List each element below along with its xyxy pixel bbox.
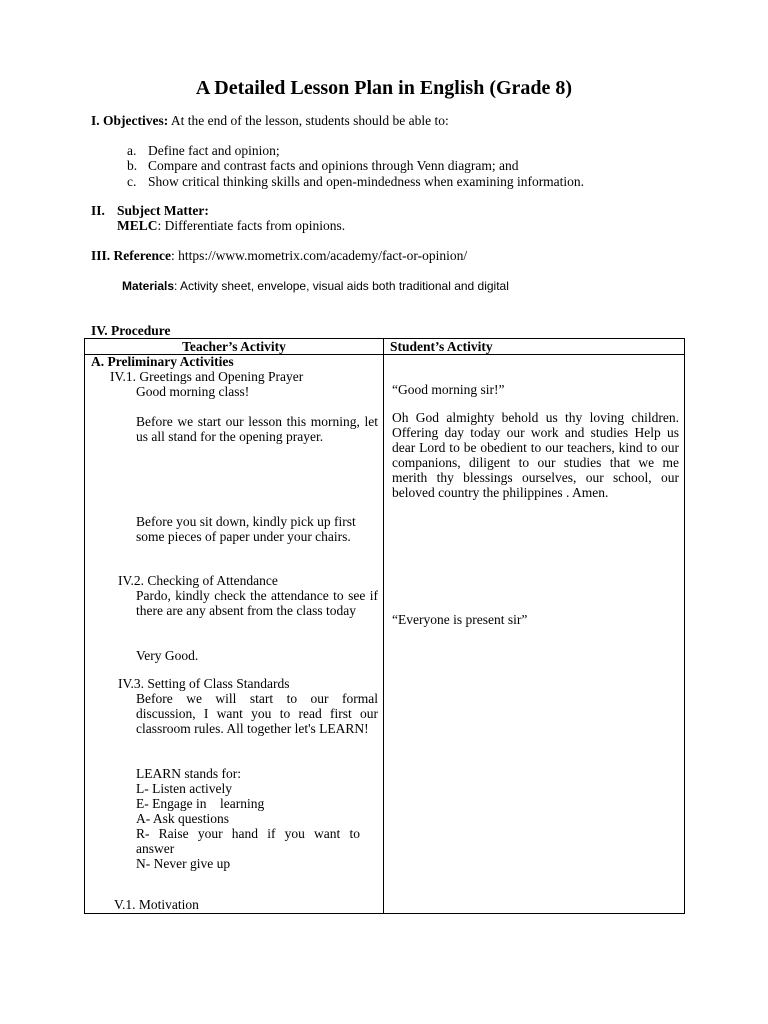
melc-line	[117, 218, 345, 233]
materials-line	[122, 279, 509, 294]
preliminary-activities-heading: A. Preliminary Activities	[91, 354, 234, 369]
materials-label: Materials	[122, 279, 175, 293]
learn-item: E- Engage in learning	[136, 796, 265, 811]
learn-item: N- Never give up	[136, 856, 231, 871]
learn-intro: LEARN stands for:	[136, 766, 241, 781]
objective-marker: c.	[127, 174, 137, 189]
student-attendance-response: “Everyone is present sir”	[392, 612, 528, 627]
melc-text: : Differentiate facts from opinions.	[157, 218, 346, 233]
student-greeting: “Good morning sir!”	[392, 382, 505, 397]
objective-item: Define fact and opinion;	[148, 143, 280, 158]
reference-url: : https://www.mometrix.com/academy/fact-or-opinion/	[170, 248, 468, 263]
objective-item: Show critical thinking skills and open-mindedness when examining information.	[148, 174, 585, 189]
teacher-prayer-instruction: Before we start our lesson this morning, let us all stand for the opening prayer.	[136, 414, 378, 444]
learn-item: R- Raise your hand if you want to answer	[136, 826, 360, 856]
objectives-label: Objectives:	[103, 113, 169, 128]
class-standards-heading: IV.3. Setting of Class Standards	[118, 676, 290, 691]
reference-line	[91, 248, 467, 263]
reference-label: Reference	[113, 248, 171, 263]
student-column-header: Student’s Activity	[390, 339, 493, 354]
objective-item: Compare and contrast facts and opinions through Venn diagram; and	[148, 158, 519, 173]
table-column-divider	[383, 339, 384, 913]
page-title: A Detailed Lesson Plan in English (Grade 8)	[195, 77, 573, 99]
attendance-heading: IV.2. Checking of Attendance	[118, 573, 278, 588]
learn-item: A- Ask questions	[136, 811, 230, 826]
objective-marker: a.	[127, 143, 137, 158]
objectives-line	[91, 113, 449, 128]
student-prayer: Oh God almighty behold us thy loving children. Offering day today our work and studies Help us dear Lord to be obedient to our teachers, kind to our companions, diligent to our studies that we me merith thy blessings ourselves, our school, our beloved country the philippines . Amen.	[392, 410, 679, 500]
teacher-column-header: Teacher’s Activity	[182, 339, 286, 354]
reference-numeral: III.	[91, 248, 111, 263]
materials-text: : Activity sheet, envelope, visual aids both traditional and digital	[174, 279, 509, 293]
teacher-greeting: Good morning class!	[136, 384, 250, 399]
teacher-attendance-instruction: Pardo, kindly check the attendance to see if there are any absent from the class today	[136, 588, 378, 618]
teacher-very-good: Very Good.	[136, 648, 199, 663]
melc-label: MELC	[117, 218, 158, 233]
objectives-intro: At the end of the lesson, students should be able to:	[170, 113, 449, 128]
learn-item: L- Listen actively	[136, 781, 232, 796]
motivation-heading: V.1. Motivation	[114, 897, 199, 912]
subject-label: Subject Matter:	[117, 203, 209, 218]
teacher-standards-instruction: Before we will start to our formal discussion, I want you to read first our classroom rules. All together let's LEARN!	[136, 691, 378, 736]
procedure-table	[84, 338, 685, 914]
objectives-numeral: I.	[91, 113, 100, 128]
procedure-heading: IV. Procedure	[91, 323, 171, 338]
objective-marker: b.	[127, 158, 138, 173]
teacher-pick-up-instruction: Before you sit down, kindly pick up first some pieces of paper under your chairs.	[136, 514, 356, 544]
greetings-heading: IV.1. Greetings and Opening Prayer	[110, 369, 304, 384]
subject-numeral: II.	[91, 203, 105, 218]
